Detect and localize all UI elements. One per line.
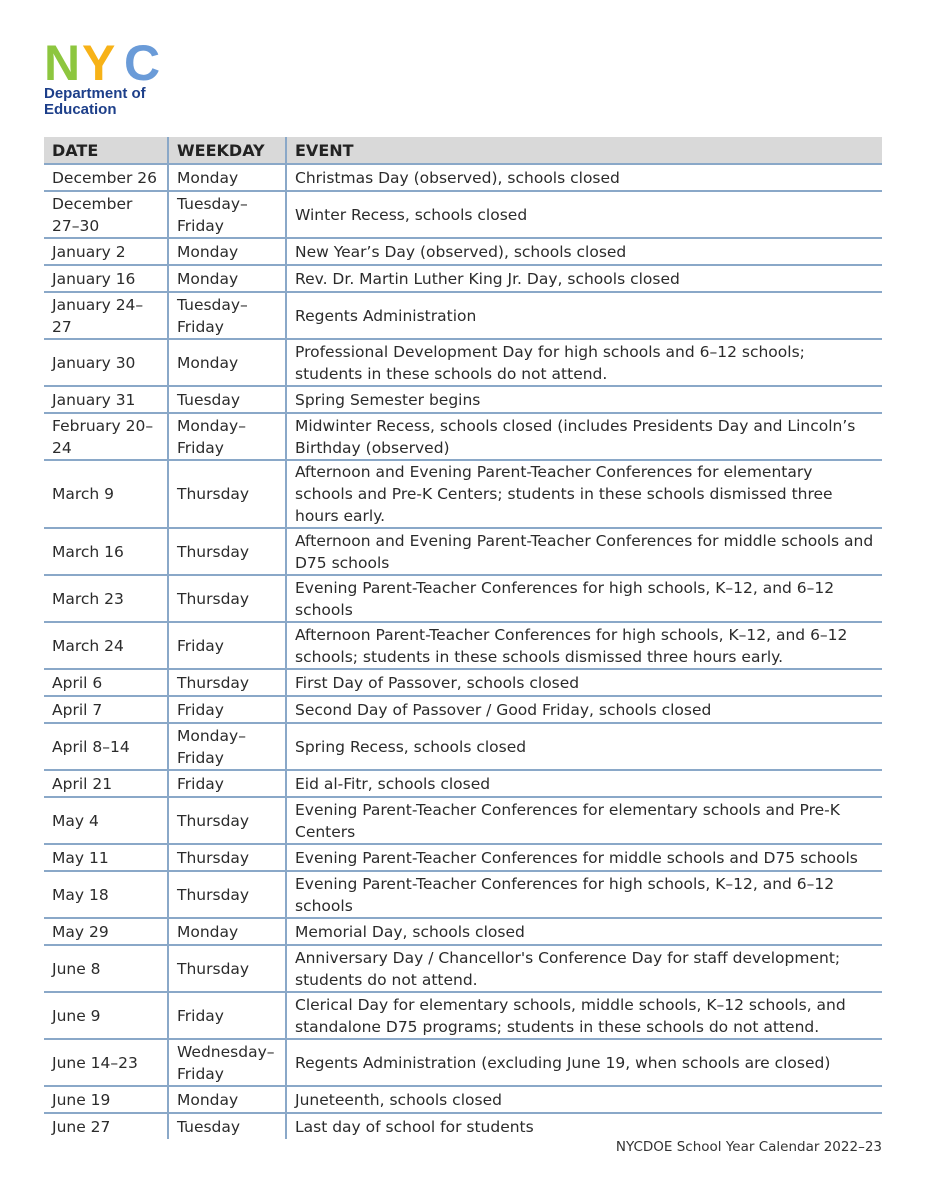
- row-date: March 24: [44, 622, 168, 669]
- row-weekday: Monday: [168, 265, 286, 292]
- row-event: Professional Development Day for high schools and 6–12 schools; students in these schools do not attend.: [286, 339, 882, 386]
- row-weekday: Tuesday–Friday: [168, 191, 286, 238]
- row-event: Spring Semester begins: [286, 386, 882, 413]
- row-weekday: Tuesday: [168, 1113, 286, 1139]
- row-date: May 11: [44, 844, 168, 871]
- row-event: Afternoon Parent-Teacher Conferences for high schools, K–12, and 6–12 schools; students in these schools dismissed three hours early.: [286, 622, 882, 669]
- table-row: [44, 265, 882, 292]
- row-date: April 7: [44, 696, 168, 723]
- row-event: New Year’s Day (observed), schools closed: [286, 238, 882, 265]
- table-row: [44, 871, 882, 918]
- table-row: [44, 460, 882, 528]
- row-date: May 18: [44, 871, 168, 918]
- row-date: June 27: [52, 1117, 111, 1136]
- table-row: [44, 844, 882, 871]
- table-row: [44, 622, 882, 669]
- row-weekday: Thursday: [168, 575, 286, 622]
- row-event: Evening Parent-Teacher Conferences for middle schools and D75 schools: [286, 844, 882, 871]
- row-date: June 9: [44, 992, 168, 1039]
- table-row: [44, 1113, 882, 1139]
- row-weekday: Thursday: [168, 669, 286, 696]
- row-weekday: Thursday: [168, 871, 286, 918]
- row-event: Last day of school for students: [286, 1113, 882, 1139]
- row-weekday: Monday: [168, 1086, 286, 1113]
- row-date: March 9: [44, 460, 168, 528]
- logo-line-1: Department of: [44, 85, 146, 102]
- logo-letter-y: Y: [82, 40, 116, 84]
- row-event: Evening Parent-Teacher Conferences for elementary schools and Pre-K Centers: [286, 797, 882, 844]
- row-date: December 27–30: [44, 191, 168, 238]
- row-date: June 14–23: [44, 1039, 168, 1086]
- row-event: Midwinter Recess, schools closed (includes Presidents Day and Lincoln’s Birthday (observed): [286, 413, 882, 460]
- row-date: May 29: [44, 918, 168, 945]
- row-weekday: Wednesday–Friday: [168, 1039, 286, 1086]
- row-date: April 6: [44, 669, 168, 696]
- table-row: [44, 191, 882, 238]
- row-weekday: Friday: [168, 696, 286, 723]
- row-event: Memorial Day, schools closed: [286, 918, 882, 945]
- footer-caption: NYCDOE School Year Calendar 2022–23: [615, 1139, 882, 1155]
- row-event: Regents Administration: [286, 292, 882, 339]
- row-date: January 30: [44, 339, 168, 386]
- table-row: [44, 696, 882, 723]
- row-weekday: Thursday: [168, 797, 286, 844]
- row-date: January 16: [44, 265, 168, 292]
- row-date: April 21: [44, 770, 168, 797]
- table-row: [44, 386, 882, 413]
- row-date: January 2: [44, 238, 168, 265]
- row-event: Anniversary Day / Chancellor's Conference Day for staff development; students do not attend.: [286, 945, 882, 992]
- table-header-row: [44, 137, 882, 164]
- row-date: June 19: [44, 1086, 168, 1113]
- row-event: Rev. Dr. Martin Luther King Jr. Day, schools closed: [286, 265, 882, 292]
- row-weekday: Monday–Friday: [168, 413, 286, 460]
- table-row: [44, 770, 882, 797]
- table-row: [44, 797, 882, 844]
- table-row: [44, 413, 882, 460]
- table-row: [44, 238, 882, 265]
- row-event: Spring Recess, schools closed: [286, 723, 882, 770]
- row-event: Evening Parent-Teacher Conferences for high schools, K–12, and 6–12 schools: [286, 871, 882, 918]
- table-row: [44, 723, 882, 770]
- row-date: April 8–14: [44, 723, 168, 770]
- row-weekday: Friday: [168, 622, 286, 669]
- row-weekday: Thursday: [168, 460, 286, 528]
- row-date: January 24–27: [44, 292, 168, 339]
- row-date: May 4: [44, 797, 168, 844]
- row-weekday: Thursday: [168, 844, 286, 871]
- row-event: Eid al-Fitr, schools closed: [286, 770, 882, 797]
- row-event: Afternoon and Evening Parent-Teacher Conferences for elementary schools and Pre-K Centers; students in these schools dismissed three hours early.: [286, 460, 882, 528]
- header-date: DATE: [44, 137, 168, 164]
- row-weekday: Monday–Friday: [168, 723, 286, 770]
- table-row: [44, 575, 882, 622]
- row-date: January 31: [44, 386, 168, 413]
- logo-subtitle: [44, 86, 146, 118]
- row-date: December 26: [44, 164, 168, 191]
- row-weekday: Monday: [168, 918, 286, 945]
- row-event: Regents Administration (excluding June 19, when schools are closed): [286, 1039, 882, 1086]
- row-event: Afternoon and Evening Parent-Teacher Conferences for middle schools and D75 schools: [286, 528, 882, 575]
- row-weekday: Friday: [168, 992, 286, 1039]
- nyc-doe-logo: [44, 40, 174, 120]
- row-weekday: Friday: [168, 770, 286, 797]
- nyc-logo-icon: [44, 40, 170, 84]
- logo-letter-n: N: [44, 40, 81, 84]
- row-date: March 16: [44, 528, 168, 575]
- row-date: March 23: [44, 575, 168, 622]
- table-row: [44, 918, 882, 945]
- row-date: June 8: [44, 945, 168, 992]
- table-row: [44, 1086, 882, 1113]
- row-event: Second Day of Passover / Good Friday, schools closed: [286, 696, 882, 723]
- row-event: Winter Recess, schools closed: [286, 191, 882, 238]
- table-row: [44, 339, 882, 386]
- row-event: Evening Parent-Teacher Conferences for high schools, K–12, and 6–12 schools: [286, 575, 882, 622]
- row-weekday: Tuesday–Friday: [168, 292, 286, 339]
- row-event: Juneteenth, schools closed: [286, 1086, 882, 1113]
- row-event: First Day of Passover, schools closed: [286, 669, 882, 696]
- row-weekday: Thursday: [168, 945, 286, 992]
- table-row: [44, 992, 882, 1039]
- calendar-table: [44, 137, 882, 1139]
- header-weekday: WEEKDAY: [168, 137, 286, 164]
- row-date: February 20–24: [44, 413, 168, 460]
- row-weekday: Monday: [168, 339, 286, 386]
- table-row: [44, 945, 882, 992]
- table-row: [44, 292, 882, 339]
- row-weekday: Tuesday: [168, 386, 286, 413]
- row-weekday: Monday: [168, 164, 286, 191]
- table-row: [44, 528, 882, 575]
- logo-letter-c: C: [124, 40, 161, 84]
- row-event: Clerical Day for elementary schools, middle schools, K–12 schools, and standalone D75 programs; students in these schools do not attend.: [286, 992, 882, 1039]
- table-row: [44, 164, 882, 191]
- header-event: EVENT: [286, 137, 882, 164]
- row-weekday: Monday: [168, 238, 286, 265]
- logo-line-2: Education: [44, 101, 117, 118]
- table-row: [44, 1039, 882, 1086]
- table-row: [44, 669, 882, 696]
- row-event: Christmas Day (observed), schools closed: [286, 164, 882, 191]
- row-weekday: Thursday: [168, 528, 286, 575]
